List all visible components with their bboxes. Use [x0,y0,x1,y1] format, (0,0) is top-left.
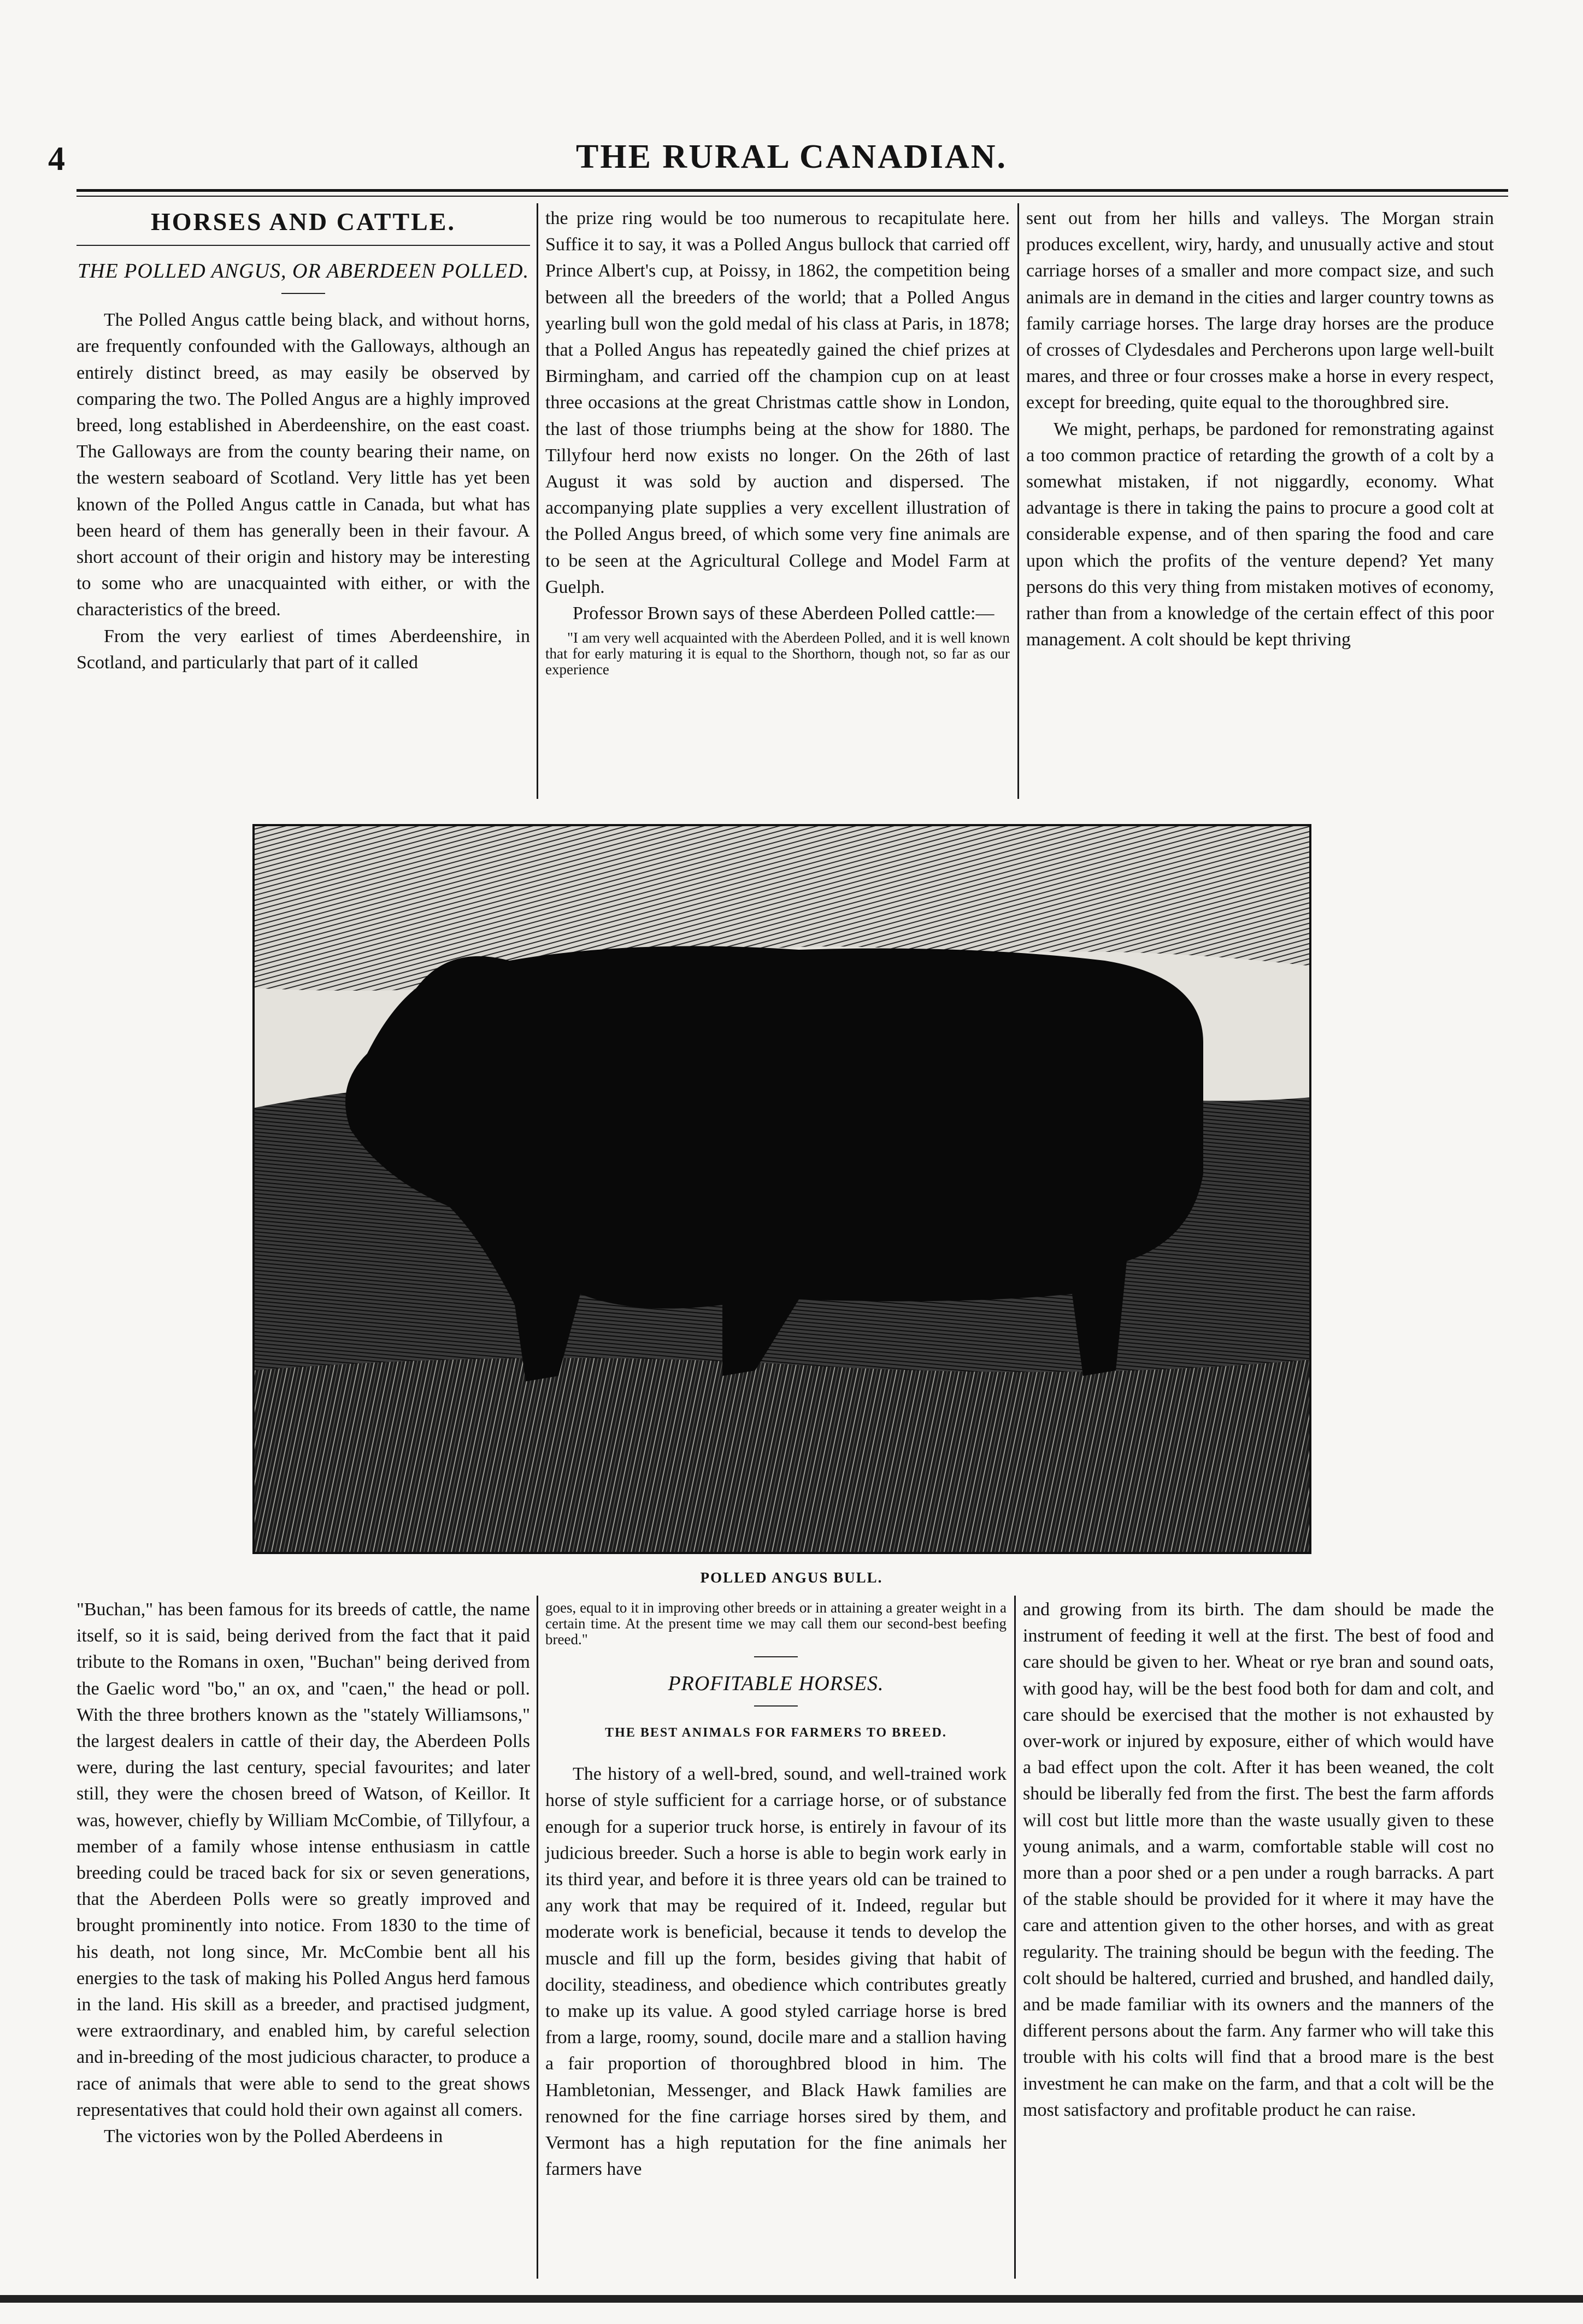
paragraph: The victories won by the Polled Aberdeens in [104,2126,443,2147]
paragraph: The Polled Angus cattle being black, and without horns, are frequently confounded with the Galloways, although an entirely distinct breed, as may easily be observed by comparing the two. The Polled Angus are a highly improved breed, long established in Aberdeenshire, on the east coast. The Galloways are from the county bearing their name, on the western seaboard of Scotland. Very little has yet been known of the Polled Angus cattle in Canada, but what has been heard of them has generally been in their favour. A short account of their origin and history may be interesting to some who are unacquainted with either, or with the characteristics of the breed. [76,310,530,620]
column-6 [1023,1597,1494,2123]
masthead-title: THE RURAL CANADIAN. [575,138,1007,175]
section-title: HORSES AND CATTLE. [150,208,456,236]
paragraph: sent out from her hills and valleys. The Morgan strain produces excellent, wiry, hardy, and unusually active and stout carriage horses of a smaller and more compact size, and such animals are in demand in the cities and larger country towns as family carriage horses. The large dray horses are the produce of crosses of Clydesdales and Percherons upon large well-built mares, and three or four crosses make a horse in every respect, except for breeding, quite equal to the thoroughbred sire. [1026,208,1494,413]
article-title: PROFITABLE HORSES. [668,1672,884,1695]
column-divider [1014,1596,1016,2279]
paragraph: Professor Brown says of these Aberdeen Polled cattle:— [573,603,994,624]
column-divider [537,203,538,799]
block-quote: goes, equal to it in improving other breeds or in attaining a greater weight in a certain time. At the present time we may call them our second-best beefing breed." [545,1599,1007,1648]
column-5 [545,1597,1007,2182]
page-number: 4 [48,140,65,178]
masthead-rule-thin [76,196,1508,197]
paragraph: We might, perhaps, be pardoned for remonstrating against a too common practice of retarding the growth of a colt by a somewhat mistaken, if not niggardly, economy. What advantage is there in taking the pains to procure a good colt at considerable expense, and of then sparing the food and care upon which the profits of the venture depend? Yet many persons do this very thing from mistaken motives of economy, rather than from a knowledge of the certain effect of this poor management. A colt should be kept thriving [1026,419,1494,650]
section-rule [76,245,530,246]
column-4 [76,1597,530,2150]
title-rule [754,1656,798,1657]
article-subtitle: THE BEST ANIMALS FOR FARMERS TO BREED. [605,1726,947,1740]
column-1 [76,205,530,676]
article-title: THE POLLED ANGUS, OR ABERDEEN POLLED. [77,260,529,283]
column-divider [537,1596,538,2279]
polled-angus-bull-engraving [252,824,1311,1554]
bottom-edge [0,2295,1583,2303]
paragraph: the prize ring would be too numerous to recapitulate here. Suffice it to say, it was a Polled Angus bullock that carried off Prince Albert's cup, at Poissy, in 1862, the competition being between all the breeders of the world; that a Polled Angus yearling bull won the gold medal of his class at Paris, in 1878; that a Polled Angus has repeatedly gained the chief prizes at Birmingham, and carried off the champion cup on at least three occasions at the great Christmas cattle show in London, the last of those triumphs being at the show for 1880. The Tillyfour herd now exists no longer. On the 26th of last August it was sold by auction and dispersed. The accompanying plate supplies a very excellent illustration of the Polled Angus breed, of which some very fine animals are to be seen at the Agricultural College and Model Farm at Guelph. [545,208,1010,597]
block-quote: "I am very well acquainted with the Aberdeen Polled, and it is well known that for early maturing it is equal to the Shorthorn, though not, so far as our experience [545,629,1010,678]
paragraph: and growing from its birth. The dam should be made the instrument of feeding it well at the first. The best of food and care should be given to her. Wheat or rye bran and sound oats, with good hay, will be the best food both for dam and colt, and care should be exercised that the mother is not exhausted by over-work or injured by exposure, either of which would have a bad effect upon the colt. After it has been weaned, the colt should be liberally fed from the first. The best the farm affords will cost but little more than the waste usually given to these young animals, and a warm, comfortable stable will cost no more than a poor shed or a pen under a rough barracks. A part of the stable should be provided for it where it may have the care and attention given to the other horses, and with as great regularity. The training should be begun with the feeding. The colt should be haltered, curried and brushed, and handled daily, and be made familiar with its owners and the manners of the different persons about the farm. Any farmer who will take this trouble with his colts will find that a brood mare is the best investment he can make on the farm, and that a colt will be the most satisfactory and profitable product he can raise. [1023,1599,1494,2120]
paragraph: "Buchan," has been famous for its breeds of cattle, the name itself, so it is said, being derived from the fact that it paid tribute to the Romans in oxen, "Buchan" being derived from the Gaelic word "bo," an ox, and "caen," the head or poll. With the three brothers known as the "stately Williamsons," the largest dealers in cattle of their day, the Aberdeen Polls were, during the last century, special favourites; and later still, they were the chosen breed of Watson, of Keillor. It was, however, chiefly by William McCombie, of Tillyfour, a member of a family whose intense enthusiasm in cattle breeding could be traced back for six or seven generations, that the Aberdeen Polls were so greatly improved and brought prominently into notice. From 1830 to the time of his death, not long since, Mr. McCombie bent all his energies to the task of making his Polled Angus herd famous in the land. His skill as a breeder, and practised judgment, were extraordinary, and enabled him, by careful selection and in-breeding of the most judicious character, to produce a race of animals that were able to send to the great shows representatives that could hold their own against all comers. [76,1599,530,2120]
paragraph: The history of a well-bred, sound, and well-trained work horse of style sufficient for a carriage horse, or of substance enough for a superior truck horse, is entirely in favour of its judicious breeder. Such a horse is able to begin work early in its third year, and before it is three years old can be trained to any work that may be required of it. Indeed, regular but moderate work is beneficial, because it tends to develop the muscle and fill up the form, besides giving that habit of docility, steadiness, and obedience which contributes greatly to make up its value. A good styled carriage horse is bred from a large, roomy, sound, docile mare and a stallion having a fair proportion of thoroughbred blood in him. The Hambletonian, Messenger, and Black Hawk families are renowned for the fine carriage horses sired by them, and Vermont has a high reputation for the fine animals her farmers have [545,1764,1007,2180]
column-3 [1026,205,1494,653]
title-rule [281,293,325,294]
paragraph: From the very earliest of times Aberdeenshire, in Scotland, and particularly that part of it called [76,626,530,673]
column-2 [545,205,1010,678]
illustration-caption: POLLED ANGUS BULL. [700,1569,883,1586]
column-divider [1017,203,1019,799]
masthead-rule-thick [76,189,1508,192]
title-rule [754,1705,798,1707]
